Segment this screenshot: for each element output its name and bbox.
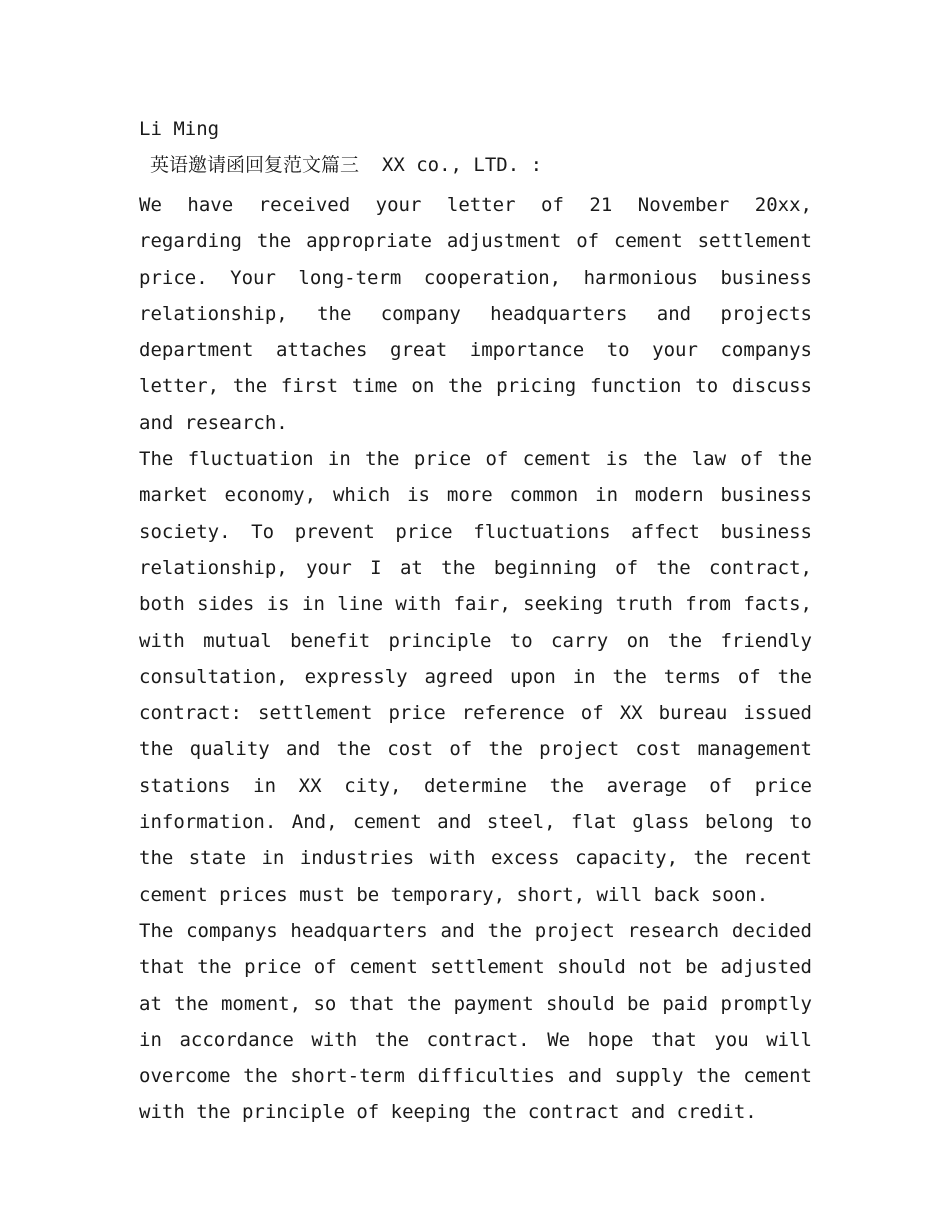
paragraph-1: We have received your letter of 21 November 20xx, regarding the appropriate adjustment of cement settlement price. Your long-term cooperation, harmonious business relationship, the company headquarters and projects department attaches great importance to your companys letter, the first time on the pricing function to discuss and research. bbox=[139, 194, 812, 434]
paragraph-2: The fluctuation in the price of cement is the law of the market economy, which is more common in modern business society. To prevent price fluctuations affect business relationship, your I at the beginning of the contract, both sides is in line with fair, seeking truth from facts, with mutual benefit principle to carry on the friendly consultation, expressly agreed upon in the terms of the contract: settlement price reference of XX bureau issued the quality and the cost of the project cost management stations in XX city, determine the average of price information. And, cement and steel, flat glass belong to the state in industries with excess capacity, the recent cement prices must be temporary, short, will back soon. bbox=[139, 448, 812, 906]
paragraph-3: The companys headquarters and the project research decided that the price of cement settlement should not be adjusted at the moment, so that the payment should be paid promptly in accordance with the contract. We hope that you will overcome the short-term difficulties and supply the cement with the principle of keeping the contract and credit. bbox=[139, 919, 812, 1124]
signature-name: Li Ming bbox=[139, 118, 220, 140]
document-body bbox=[139, 115, 812, 1131]
letter-heading: 英语邀请函回复范文篇三 XX co., LTD. : bbox=[150, 154, 543, 176]
